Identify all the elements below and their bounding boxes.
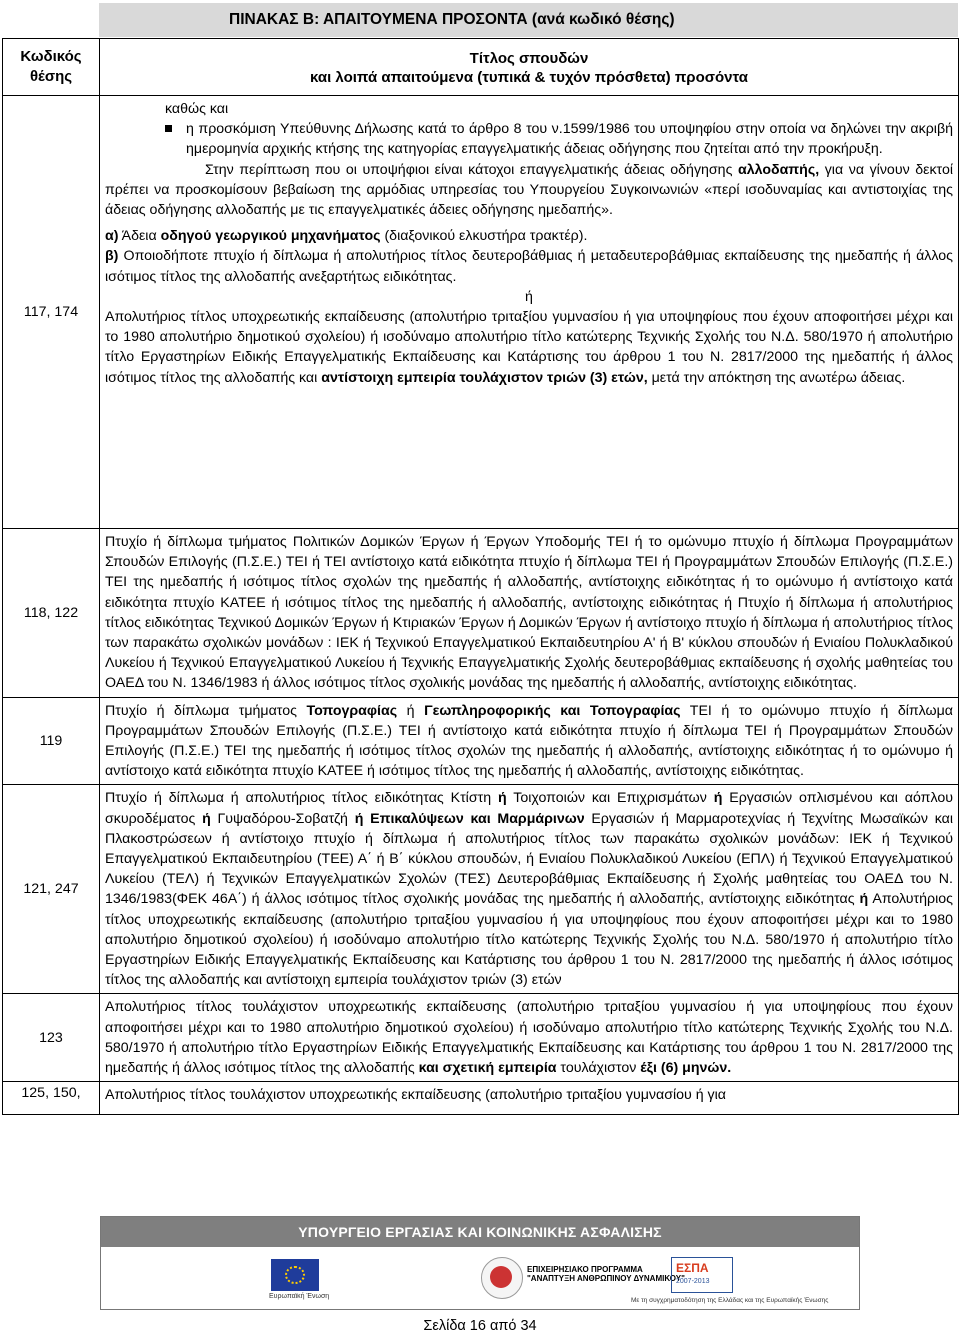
text-run: Πτυχίο ή δίπλωμα ή απολυτήριος τίτλος ειδικότητας Κτίστη (105, 790, 498, 807)
requirements-cell (100, 994, 959, 1082)
bold-run: ή (713, 790, 723, 807)
table-row (3, 697, 959, 785)
program-logo-icon (481, 1257, 523, 1299)
bold-run: α) (105, 228, 119, 245)
bold-run: αλλοδαπής, (737, 161, 820, 178)
title-header-line-2: και λοιπά απαιτούμενα (τυπικά & τυχόν πρόσθετα) προσόντα (309, 69, 749, 86)
foreign-license-paragraph (105, 160, 953, 221)
position-code: 121, 247 (3, 785, 100, 994)
text-run: μετά την απόκτηση της ανωτέρω άδειας. (647, 369, 906, 386)
page-number: Σελίδα 16 από 34 (423, 1318, 537, 1334)
bold-run: ή (354, 810, 364, 827)
intro-text: καθώς και (165, 101, 229, 117)
text-run: Γυψαδόρου-Σοβατζή (210, 810, 355, 827)
espa-years: 2007-2013 (676, 1278, 710, 1285)
position-code: 118, 122 (3, 529, 100, 698)
requirements-cell: Απολυτήριος τίτλος τουλάχιστον υποχρεωτικής εκπαίδευσης (απολυτήριο τριταξίου γυμνασίου ή για (100, 1082, 959, 1115)
text-run: Απολυτήριος τίτλος υποχρεωτικής εκπαίδευσης (απολυτήριο τριταξίου γυμνασίου ή για υποψηφίους που έχουν αποφοιτήσει μέχρι και το 1980 απολυτήριο δημοτικού σχολείου) ή ισοδύναμο απολυτήριο τίτλο κατώτερης Τεχνικής Σχολής του Ν.Δ. 580/1970 ή απολυτήριο τίτλο Εργαστηρίων Ειδικής Επαγγελματικής Εκπαίδευσης και Κατάρτισης του άρθρου 1 του Ν. 2817/2000 της ημεδαπής ή άλλος ισότιμος τίτλος της αλλοδαπής και αντίστοιχη εμπειρία τουλάχιστον τριών (3) ετών (105, 891, 953, 989)
table-row (3, 1082, 959, 1115)
position-code: 117, 174 (3, 96, 100, 529)
text-run: τουλάχιστον (556, 1060, 641, 1077)
position-code: 119 (3, 697, 100, 785)
bold-run: Γεωπληροφορικής και Τοπογραφίας (424, 702, 681, 719)
text-run: ή (397, 702, 425, 719)
title-band (0, 0, 960, 40)
text-run: Οποιοδήποτε πτυχίο ή δίπλωμα ή απολυτήριος τίτλος δευτεροβάθμιας ή μεταδευτεροβάθμιας εκπαίδευσης της ημεδαπής ή άλλος ισότιμος τίτλος της αλλοδαπής ανεξαρτήτως ειδικότητας. (105, 248, 953, 285)
text-run: Τοιχοποιών και Επιχρισμάτων (506, 790, 714, 807)
bold-run: ή (859, 891, 869, 908)
requirement-c (105, 307, 953, 388)
requirements-cell (100, 697, 959, 785)
code-column-header (3, 39, 100, 96)
list-item (105, 119, 953, 159)
text-run: Πτυχίο ή δίπλωμα τμήματος (105, 702, 307, 719)
bullet-icon (165, 125, 172, 132)
ministry-banner (100, 1216, 860, 1310)
position-code: 125, 150, (3, 1082, 100, 1115)
operational-program-label (527, 1265, 685, 1283)
text-run: Εργασιών ή Μαρμαροτεχνίας ή Τεχνίτης Μωσαϊκών και Πλακοστρώσεων ή αντίστοιχο πτυχίο ή δίπλωμα ή απολυτήριος τίτλος των παρακάτω σχολικών μονάδων: ΙΕΚ ή Τεχνικού Επαγγελματικού Εκπαιδευτηρίου (ΤΕΕ) Α΄ ή Β΄ κύκλου σπουδών, ή Ενιαίου Πολυκλαδικού Λυκείου (ΕΠΛ) ή Τεχνικού Επαγγελματικού Λυκείου (ΤΕΛ) ή Τεχνικών Επαγγελματικών Σχολών (ΤΕΣ) Δευτεροβάθμιας Εκπαίδευσης ή Σχολής μαθητείας του ΟΑΕΔ του Ν. 1346/1983(ΦΕΚ 46Α΄) ή άλλος ισότιμος τίτλος σχολικής μονάδας της ημεδαπής ή αλλοδαπής, αντίστοιχης ειδικότητας (105, 810, 953, 908)
declaration-text: η προσκόμιση Υπεύθυνης Δήλωσης κατά το άρθρο 8 του ν.1599/1986 του υποψηφίου στην οποία να δηλώνει την ακριβή ημερομηνία αρχικής κτήσης της κατηγορίας επαγγελματικής άδειας οδήγησης που ζητείται από την προκήρυξη. (186, 121, 953, 158)
op-line-1: ΕΠΙΧΕΙΡΗΣΙΑΚΟ ΠΡΟΓΡΑΜΜΑ (527, 1265, 643, 1274)
espa-label: ΕΣΠΑ (676, 1261, 709, 1275)
requirement-a (105, 226, 953, 246)
code-header-line-1: Κωδικός (20, 48, 82, 65)
text-run: Απολυτήριος τίτλος υποχρεωτικής εκπαίδευσης (απολυτήριο τριταξίου γυμνασίου ή για υποψηφίους που έχουν αποφοιτήσει μέχρι και το 1980 απολυτήριο δημοτικού σχολείου) ή ισοδύναμο απολυτήριο τίτλο κατώτερης Τεχνικής Σχολής του Ν.Δ. 580/1970 ή απολυτήριο τίτλο Εργαστηρίων Ειδικής Επαγγελματικής Εκπαίδευσης και Κατάρτισης του άρθρου 1 του Ν. 2817/2000 της ημεδαπής ή άλλος ισότιμος τίτλος της αλλοδαπής και (105, 309, 953, 386)
text-run: Στην περίπτωση που οι υποψήφιοι είναι κάτοχοι επαγγελματικής άδειας οδήγησης (205, 161, 738, 178)
title-column-header (100, 39, 959, 96)
requirements-table (2, 38, 959, 1115)
text-run: ΤΕΙ ή το ομώνυμο πτυχίο ή δίπλωμα Προγραμμάτων Σπουδών Επιλογής (Π.Σ.Ε.) ΤΕΙ ή αντίστοιχο κατά ειδικότητα πτυχίο ή δίπλωμα ΤΕΙ ή Προγραμμάτων Σπουδών Επιλογής (Π.Σ.Ε.) ΤΕΙ της ημεδαπής ή ισότιμος τίτλος σχολών της ημεδαπής ή αλλοδαπής, αντίστοιχης ειδικότητας ή το ομώνυμο ή αντίστοιχο κατά ειδικότητα πτυχίο ΚΑΤΕΕ ή ισότιμος τίτλος της ημεδαπής ή αλλοδαπής, αντίστοιχης ειδικότητας. (105, 702, 954, 780)
requirements-cell: Πτυχίο ή δίπλωμα τμήματος Πολιτικών Δομικών Έργων ή Έργων Υποδομής ΤΕΙ ή το ομώνυμο πτυχίο ή δίπλωμα Προγραμμάτων Σπουδών Επιλογής (Π.Σ.Ε.) ΤΕΙ ή ΤΕΙ αντίστοιχο κατά ειδικότητα πτυχίο ή δίπλωμα ΤΕΙ ή Προγραμμάτων Σπουδών Επιλογής (Π.Σ.Ε.) ΤΕΙ της ημεδαπής ή ισότιμος τίτλος σχολών της ημεδαπής ή αλλοδαπής, αντίστοιχης ειδικότητας ή το ομώνυμο ή αντίστοιχο κατά ειδικότητα πτυχίο ΚΑΤΕΕ ή ισότιμος τίτλος της ημεδαπής ή αλλοδαπής, αντίστοιχης ειδικότητας ή Πτυχίο ή δίπλωμα ή απολυτήριος τίτλος ειδικότητας Τεχνικού Δομικών Έργων ή Κτιριακών Έργων ή Δομικών Έργων ή αντίστοιχο πτυχίο ή δίπλωμα ή απολυτήριος τίτλος των παρακάτω σχολικών μονάδων : ΙΕΚ ή Τεχνικού Επαγγελματικού Εκπαιδευτηρίου Α' ή Β' κύκλου σπουδών ή Ενιαίου Πολυκλαδικού Λυκείου ή Τεχνικού Επαγγελματικού Λυκείου ή Τεχνικής Επαγγελματικής Σχολής δευτεροβάθμιας εκπαίδευσης ή σχολής μαθητείας του ΟΑΕΔ του Ν. 1346/1983 ή άλλος ισότιμος τίτλος σχολικής μονάδας της ημεδαπής ή αλλοδαπής, αντίστοιχης ειδικότητας. (100, 529, 959, 698)
or-separator: ή (525, 288, 533, 305)
table-row (3, 96, 959, 529)
eu-stars-icon (285, 1266, 305, 1284)
position-code: 123 (3, 994, 100, 1082)
title-header-line-1: Τίτλος σπουδών (469, 50, 589, 67)
bold-run: ή (202, 810, 211, 827)
bold-run: έξι (6) μηνών. (640, 1060, 732, 1077)
op-line-2: "ΑΝΑΠΤΥΞΗ ΑΝΘΡΩΠΙΝΟΥ ΔΥΝΑΜΙΚΟΥ" (527, 1274, 685, 1283)
table-title: ΠΙΝΑΚΑΣ Β: ΑΠΑΙΤΟΥΜΕΝΑ ΠΡΟΣΟΝΤΑ (ανά κωδικό θέσης) (99, 3, 958, 37)
text-run: Εργασιών οπλισμένου και αόπλου σκυροδέματος (105, 790, 953, 827)
table-row (3, 529, 959, 698)
eu-label: Ευρωπαϊκή Ένωση (269, 1293, 330, 1300)
bold-run: και σχετική εμπειρία (418, 1060, 557, 1077)
bold-run: ή (497, 790, 507, 807)
code-header-line-2: θέσης (29, 68, 73, 85)
table-header-row (3, 39, 959, 96)
ministry-name: ΥΠΟΥΡΓΕΙΟ ΕΡΓΑΣΙΑΣ ΚΑΙ ΚΟΙΝΩΝΙΚΗΣ ΑΣΦΑΛΙΣΗΣ (101, 1217, 859, 1247)
bold-run: αντίστοιχη εμπειρία τουλάχιστον τριών (3) ετών, (321, 369, 648, 386)
requirements-cell (100, 785, 959, 994)
espa-logo-icon (671, 1257, 733, 1293)
cofinance-note: Με τη συγχρηματοδότηση της Ελλάδας και της Ευρωπαϊκής Ένωσης (631, 1297, 829, 1304)
table-row (3, 994, 959, 1082)
text-run: Απολυτήριος τίτλος τουλάχιστον υποχρεωτικής εκπαίδευσης (απολυτήριο τριταξίου γυμνασίου ή για υποψηφίους που έχουν αποφοιτήσει μέχρι και το 1980 απολυτήριο δημοτικού σχολείου) ή ισοδύναμο απολυτήριο τίτλο κατώτερης Τεχνικής Σχολής του Ν.Δ. 580/1970 ή απολυτήριο τίτλο Εργαστηρίων Ειδικής Επαγγελματικής Εκπαίδευσης και Κατάρτισης του άρθρου 1 του Ν. 2817/2000 της ημεδαπής ή άλλος ισότιμος τίτλος της αλλοδαπής (105, 999, 953, 1077)
eu-flag-icon (271, 1259, 319, 1291)
logo-strip (101, 1247, 859, 1309)
text-run: Άδεια (118, 228, 161, 245)
bold-run: οδηγού γεωργικού μηχανήματος (160, 228, 381, 245)
bold-run: β) (105, 248, 119, 265)
requirements-cell (100, 96, 959, 529)
text-run: για να γίνουν δεκτοί πρέπει να προσκομίσουν βεβαίωση της αρμόδιας υπηρεσίας του Υπουργείου Συγκοινωνιών «περί ισοδυναμίας και αντιστοιχίας της άδειας οδήγησης αλλοδαπής με τις επαγγελματικές άδειες οδήγησης ημεδαπής». (105, 161, 953, 219)
text-run: (διαξονικού ελκυστήρα τρακτέρ). (380, 228, 588, 245)
requirement-b (105, 246, 953, 286)
table-row (3, 785, 959, 994)
bold-run: Τοπογραφίας (306, 702, 398, 719)
bold-run: Επικαλύψεων και Μαρμάρινων (370, 810, 585, 827)
